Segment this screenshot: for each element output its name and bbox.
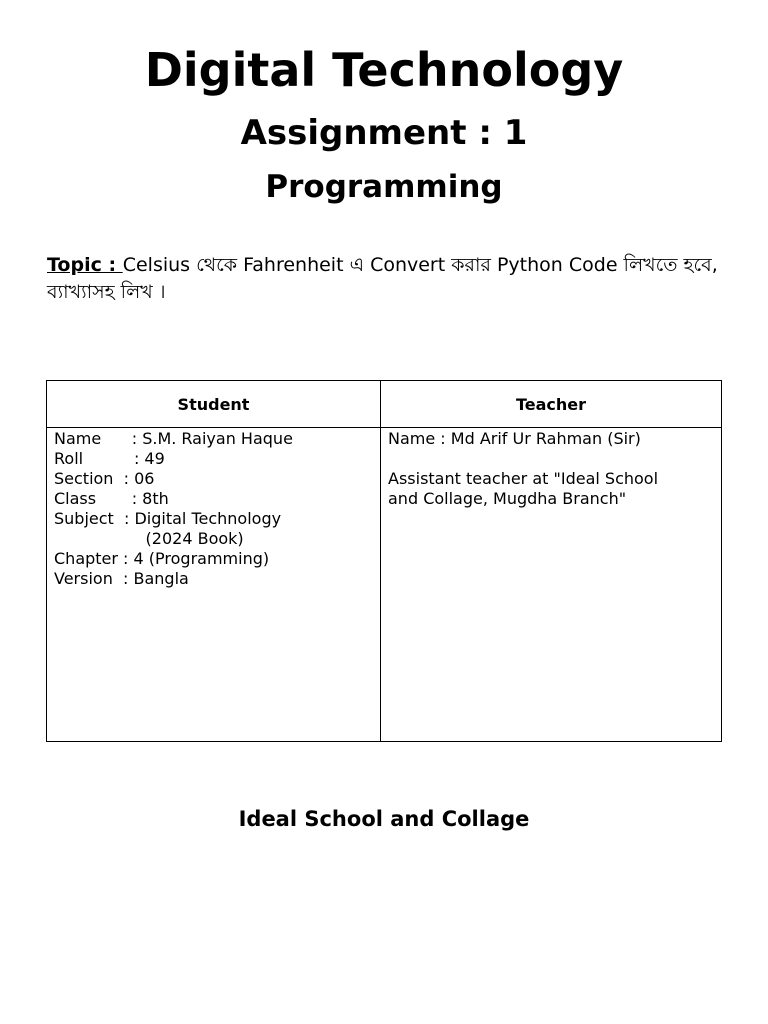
table-header-row (47, 381, 722, 428)
table-row (47, 428, 722, 742)
student-details: Name : S.M. Raiyan Haque Roll : 49 Section : 06 Class : 8th Subject : Digital Technology (2024 Book) Chapter : 4 (Programming) Version : Bangla (47, 428, 381, 742)
document-title: Digital Technology (144, 43, 624, 97)
section-heading: Programming (265, 169, 503, 205)
school-name: Ideal School and Collage (238, 807, 530, 831)
topic-label: Topic : (47, 254, 123, 276)
teacher-header: Teacher (381, 381, 722, 428)
student-header: Student (47, 381, 381, 428)
teacher-details: Name : Md Arif Ur Rahman (Sir) Assistant teacher at "Ideal School and Collage, Mugdha Branch" (381, 428, 722, 742)
info-table (46, 380, 722, 742)
topic-paragraph (47, 252, 727, 306)
assignment-number: Assignment : 1 (240, 113, 528, 153)
topic-text: Celsius থেকে Fahrenheit এ Convert করার Python Code লিখতে হবে, ব্যাখ্যাসহ লিখ । (47, 254, 718, 303)
